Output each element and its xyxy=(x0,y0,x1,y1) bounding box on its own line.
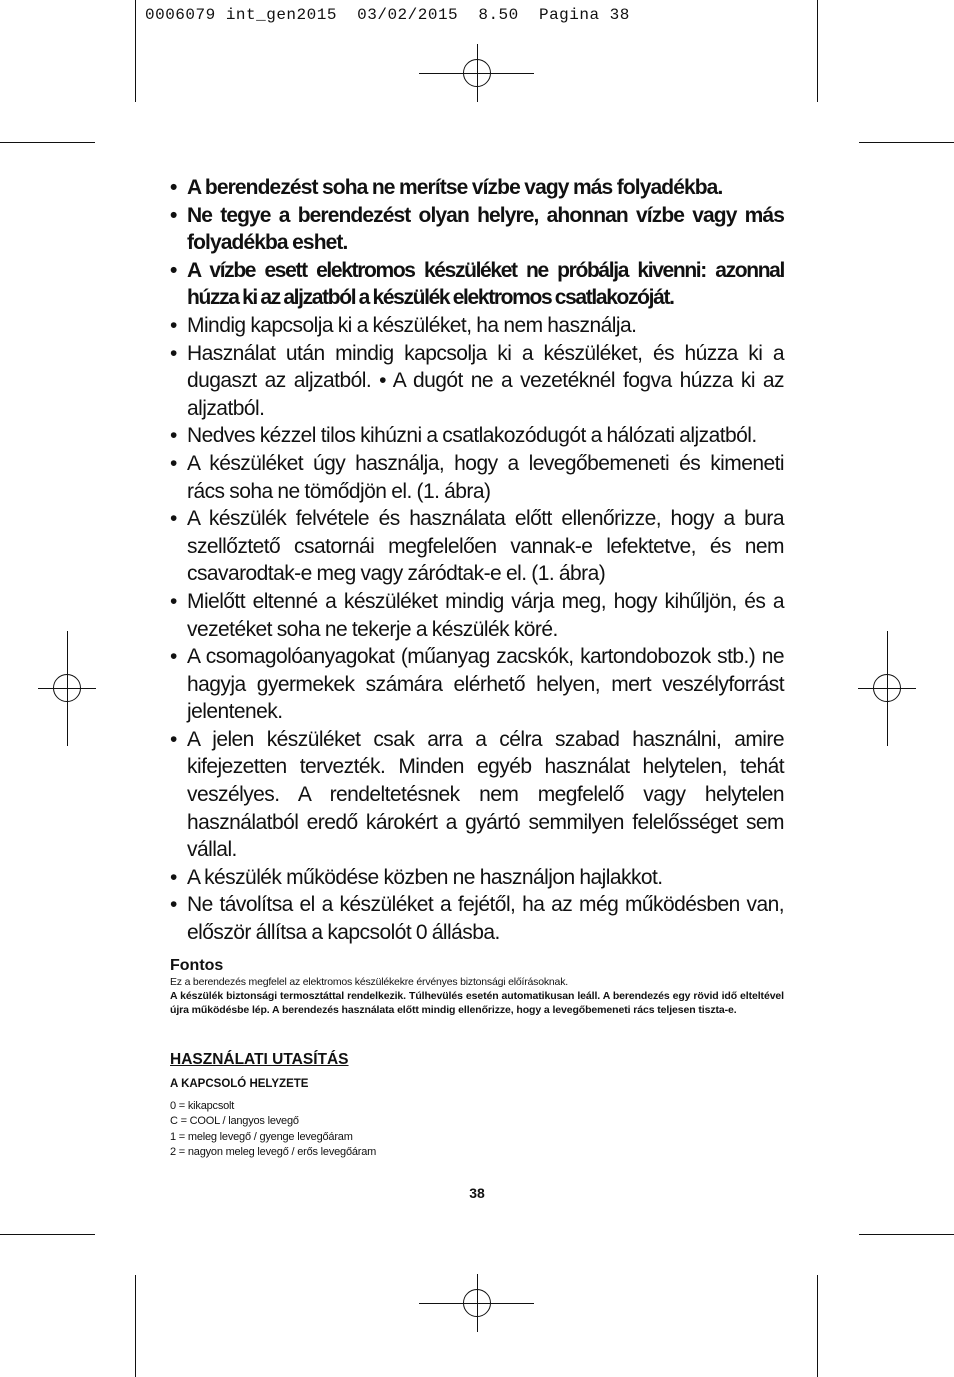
safety-bullet-item: • A vízbe esett elektromos készüléket ne próbálja kivenni: azonnal húzza ki az aljzatból a készülék elektromos csatlakozóját. xyxy=(170,257,784,312)
switch-mode-cool: C = COOL / langyos levegő xyxy=(170,1115,299,1128)
registration-circle-left xyxy=(53,674,81,702)
safety-bullet-item: • Ne tegye a berendezést olyan helyre, ahonnan vízbe vagy más folyadékba eshet. xyxy=(170,202,784,257)
switch-mode-0: 0 = kikapcsolt xyxy=(170,1099,235,1112)
switch-heading: A KAPCSOLÓ HELYZETE xyxy=(170,1077,309,1090)
crop-mark-top-right-v xyxy=(817,0,818,102)
safety-bullet-item: • A készülék működése közben ne használjon hajlakkot. xyxy=(170,864,784,892)
print-slug: 0006079 int_gen2015 03/02/2015 8.50 Pagina 38 xyxy=(145,6,630,24)
switch-mode-2: 2 = nagyon meleg levegő / erős levegőáram xyxy=(170,1146,377,1159)
safety-bullet-item: • Ne távolítsa el a készüléket a fejétől, ha az még működésben van, először állítsa a kapcsolót 0 állásba. xyxy=(170,891,784,946)
crop-mark-bottom-left-v xyxy=(135,1275,136,1377)
switch-modes xyxy=(170,1099,784,1161)
crop-mark-bottom-right-h xyxy=(859,1234,954,1235)
registration-circle-bottom xyxy=(463,1289,491,1317)
switch-mode-1: 1 = meleg levegő / gyenge levegőáram xyxy=(170,1130,353,1143)
safety-bullet-item: • A jelen készüléket csak arra a célra szabad használni, amire kifejezetten tervezték. Minden egyéb használat helytelen, tehát veszélyes. A rendeltetésnek nem megfelelő vagy helytelen használatból eredő károkért a gyártó semmilyen felelősséget sem vállal. xyxy=(170,726,784,864)
registration-circle-right xyxy=(873,674,901,702)
safety-bullet-item: • Mindig kapcsolja ki a készüléket, ha nem használja. xyxy=(170,312,784,340)
page-content xyxy=(170,174,784,1161)
safety-bullet-item: • A készüléket úgy használja, hogy a levegőbemeneti és kimeneti rács soha ne tömődjön el. (1. ábra) xyxy=(170,450,784,505)
safety-bullet-item: • Mielőtt eltenné a készüléket mindig várja meg, hogy kihűljön, és a vezetéket soha ne tekerje a készülék köré. xyxy=(170,588,784,643)
registration-circle-top xyxy=(463,59,491,87)
crop-mark-top-left-v xyxy=(135,0,136,102)
safety-bullet-item: • A berendezést soha ne merítse vízbe vagy más folyadékba. xyxy=(170,174,784,202)
crop-mark-bottom-right-v xyxy=(817,1275,818,1377)
safety-bullet-list xyxy=(170,174,784,947)
safety-bullet-item: • A készülék felvétele és használata előtt ellenőrizze, hogy a bura szellőztető csatornái megfelelően vannak-e lefektetve, és nem csavarodtak-e meg vagy záródtak-e el. (1. ábra) xyxy=(170,505,784,588)
safety-bullet-item: • Használat után mindig kapcsolja ki a készüléket, és húzza ki a dugaszt az aljzatból. • A dugót ne a vezetéknél fogva húzza ki az aljzatból. xyxy=(170,340,784,423)
crop-mark-top-right-h xyxy=(859,142,954,143)
important-line: Ez a berendezés megfelel az elektromos készülékekre érvényes biztonsági előírásoknak. xyxy=(170,975,568,988)
important-heading: Fontos xyxy=(170,956,224,974)
page-number: 38 xyxy=(469,1185,485,1201)
important-bold-text: A készülék biztonsági termosztáttal rendelkezik. Túlhevülés esetén automatikusan leáll. A berendezés egy rövid idő elteltével újra működésbe lép. A berendezés használata előtt mindig ellenőrizze, hogy a levegőbemeneti rács teljesen tiszta-e. xyxy=(170,989,784,1016)
usage-heading: HASZNÁLATI UTASÍTÁS xyxy=(170,1050,349,1068)
safety-bullet-item: • Nedves kézzel tilos kihúzni a csatlakozódugót a hálózati aljzatból. xyxy=(170,422,784,450)
crop-mark-top-left-h xyxy=(0,142,95,143)
safety-bullet-item: • A csomagolóanyagokat (műanyag zacskók, kartondobozok stb.) ne hagyja gyermekek számára elérhető helyen, mert veszélyforrást jelentenek. xyxy=(170,643,784,726)
crop-mark-bottom-left-h xyxy=(0,1234,95,1235)
